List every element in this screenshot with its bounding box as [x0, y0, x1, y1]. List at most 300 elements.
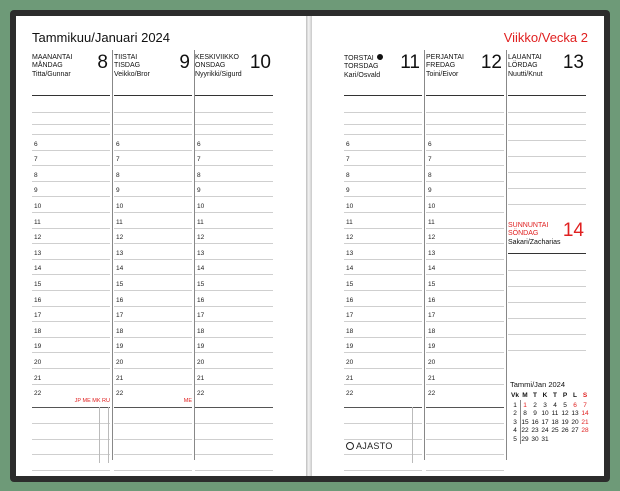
hour-line [195, 243, 273, 244]
day-number: 9 [179, 52, 190, 73]
hour-line [344, 134, 422, 135]
hour-line [426, 212, 504, 213]
day-header [508, 50, 586, 96]
hour-line [195, 274, 273, 275]
hour-line [426, 368, 504, 369]
day-name-block [426, 54, 464, 79]
note-line [344, 470, 422, 471]
mini-calendar-day[interactable]: 9 [533, 410, 537, 418]
hour-line [32, 196, 110, 197]
hour-line [114, 196, 192, 197]
note-line [426, 439, 504, 440]
note-line [114, 470, 192, 471]
mini-calendar-day[interactable]: 23 [531, 427, 539, 435]
hour-label: 17 [428, 312, 436, 320]
mini-calendar-day[interactable]: 17 [541, 418, 549, 426]
sunday-line [508, 302, 586, 303]
ajasto-logo [346, 441, 393, 451]
note-line [426, 454, 504, 455]
hour-line [195, 352, 273, 353]
notes-divider [195, 407, 273, 408]
hour-label: 13 [34, 249, 42, 257]
hour-line [32, 384, 110, 385]
mini-calendar-header: T [533, 392, 537, 399]
hour-line [32, 165, 110, 166]
logo-text: AJASTO [356, 441, 393, 451]
day-name-fi-text: TIISTAI [114, 54, 138, 61]
mini-calendar-header: M [522, 392, 528, 399]
hour-label: 22 [197, 390, 205, 398]
mini-calendar-day[interactable]: 12 [561, 410, 569, 418]
hour-label: 10 [34, 203, 42, 210]
hour-line [32, 352, 110, 353]
mini-calendar-day[interactable]: 5 [563, 401, 567, 409]
note-line [195, 423, 273, 424]
sunday-line [508, 318, 586, 319]
column-divider [424, 50, 425, 460]
day-number: 14 [562, 220, 584, 241]
note-line [195, 439, 273, 440]
mini-calendar-day[interactable]: 7 [583, 401, 587, 409]
hour-line [32, 290, 110, 291]
hour-label: 18 [116, 327, 124, 335]
hour-line [426, 352, 504, 353]
note-line [195, 454, 273, 455]
mini-calendar-day[interactable]: 19 [561, 418, 569, 426]
mini-calendar-day[interactable]: 31 [541, 436, 549, 443]
day-name-block [508, 54, 543, 79]
hour-line [32, 134, 110, 135]
hour-label: 16 [428, 296, 436, 304]
hour-label: 14 [34, 265, 42, 273]
hour-line [114, 243, 192, 244]
hour-label: 11 [197, 218, 204, 226]
hour-label: 22 [346, 390, 354, 398]
hour-label: 18 [197, 327, 205, 335]
hour-line [114, 274, 192, 275]
hour-label: 11 [346, 218, 353, 226]
day-name-fi-text: SUNNUNTAI [508, 222, 549, 229]
hour-line [32, 306, 110, 307]
mini-calendar-day[interactable]: 4 [553, 401, 557, 409]
note-line [114, 454, 192, 455]
hour-line [195, 290, 273, 291]
hour-line [426, 337, 504, 338]
hour-label: 7 [428, 156, 432, 164]
name-day: Sakari/Zacharias [508, 238, 561, 246]
mini-calendar-week: 4 [513, 427, 517, 435]
hour-line [344, 384, 422, 385]
mini-calendar-day[interactable]: 20 [571, 418, 579, 426]
hour-label: 13 [428, 249, 436, 257]
hour-line [344, 306, 422, 307]
mini-calendar-day[interactable]: 3 [543, 401, 547, 409]
hour-line [114, 368, 192, 369]
hour-label: 21 [346, 374, 354, 382]
hour-label: 12 [116, 234, 124, 242]
day-name-fi [114, 54, 150, 62]
month-title: Tammikuu/Januari 2024 [32, 30, 171, 45]
hour-label: 10 [346, 203, 354, 210]
hour-label: 21 [197, 374, 205, 382]
notes-divider [426, 407, 504, 408]
note-line [344, 439, 422, 440]
saturday-line [508, 140, 586, 141]
hour-label: 7 [346, 156, 350, 164]
mini-calendar-day[interactable]: 6 [573, 401, 577, 409]
name-day: Toini/Eivor [426, 70, 459, 78]
day-name-fi [195, 54, 242, 62]
name-day: Veikko/Bror [114, 70, 150, 78]
mini-calendar-week: 5 [513, 436, 517, 443]
hour-label: 14 [116, 265, 124, 273]
hour-label: 16 [116, 296, 124, 304]
mini-calendar-title: Tammi/Jan 2024 [510, 380, 566, 389]
hour-line [195, 181, 273, 182]
hour-label: 20 [428, 359, 436, 366]
hour-label: 19 [116, 343, 124, 351]
hour-line [344, 150, 422, 151]
mini-calendar-day[interactable]: 11 [551, 410, 559, 418]
note-line [426, 124, 504, 125]
note-line [114, 439, 192, 440]
hour-label: 15 [116, 281, 124, 288]
day-name-sv: ONSDAG [195, 62, 226, 70]
hour-line [32, 228, 110, 229]
sunday-line [508, 334, 586, 335]
mini-calendar-day[interactable]: 27 [571, 427, 579, 435]
name-day: Titta/Gunnar [32, 70, 71, 78]
mini-calendar-day[interactable]: 22 [521, 427, 529, 435]
hour-label: 12 [428, 234, 436, 242]
hour-line [426, 243, 504, 244]
day-name-sv: TISDAG [114, 62, 141, 70]
day-name-fi-text: MAANANTAI [32, 54, 73, 61]
name-day: Nuutti/Knut [508, 70, 543, 78]
hour-line [426, 134, 504, 135]
notes-divider [114, 407, 192, 408]
hour-label: 19 [428, 343, 436, 351]
hour-line [195, 212, 273, 213]
hour-line [426, 165, 504, 166]
sunday-column[interactable] [508, 218, 586, 368]
hour-label: 8 [346, 171, 350, 179]
hour-line [426, 306, 504, 307]
hour-label: 10 [197, 203, 205, 210]
saturday-line [508, 124, 586, 125]
day-name-block [195, 54, 242, 79]
hour-label: 13 [116, 249, 124, 257]
hour-label: 7 [116, 156, 120, 164]
notes-column-divider [412, 407, 413, 463]
note-line [426, 470, 504, 471]
hour-line [114, 228, 192, 229]
note-line [195, 470, 273, 471]
saturday-line [508, 172, 586, 173]
note-line [344, 423, 422, 424]
day-number: 13 [562, 52, 584, 73]
hour-line [114, 165, 192, 166]
day-name-fi-text: KESKIVIIKKO [195, 54, 239, 61]
note-line [344, 124, 422, 125]
hour-line [32, 181, 110, 182]
day-name-fi-text: PERJANTAI [426, 54, 464, 61]
priority-note: ME [183, 398, 192, 404]
notes-column-divider [108, 407, 109, 463]
saturday-line [508, 188, 586, 189]
notes-column-divider [99, 407, 100, 463]
hour-label: 20 [34, 359, 42, 366]
moon-phase-icon [377, 54, 383, 60]
hour-line [195, 165, 273, 166]
mini-calendar-day[interactable]: 29 [521, 436, 529, 443]
hour-line [426, 196, 504, 197]
mini-calendar-header: K [542, 392, 548, 399]
hour-label: 16 [197, 296, 205, 304]
note-line [32, 124, 110, 125]
hour-line [426, 259, 504, 260]
hour-label: 21 [428, 374, 436, 382]
hour-label: 11 [428, 218, 435, 226]
hour-line [344, 274, 422, 275]
hour-line [114, 321, 192, 322]
note-line [426, 423, 504, 424]
name-day: Kari/Osvald [344, 71, 381, 79]
mini-calendar-week: 1 [513, 401, 517, 409]
hour-line [344, 337, 422, 338]
hour-line [426, 181, 504, 182]
hour-label: 15 [34, 281, 42, 288]
hour-label: 6 [116, 140, 120, 148]
hour-label: 10 [116, 203, 124, 210]
hour-line [114, 384, 192, 385]
day-name-block [32, 54, 72, 79]
hour-line [344, 352, 422, 353]
day-number: 8 [97, 52, 108, 73]
day-name-fi [344, 54, 383, 63]
hour-line [195, 259, 273, 260]
hour-line [195, 150, 273, 151]
mini-calendar-day[interactable]: 24 [541, 427, 549, 435]
mini-calendar-day[interactable]: 16 [531, 418, 539, 426]
hour-line [114, 306, 192, 307]
hour-line [114, 352, 192, 353]
hour-line [344, 228, 422, 229]
hour-line [344, 259, 422, 260]
sunday-line [508, 350, 586, 351]
mini-calendar-week-divider [520, 400, 521, 444]
hour-line [426, 150, 504, 151]
hour-label: 15 [197, 281, 205, 288]
hour-line [344, 181, 422, 182]
day-name-sv: TORSDAG [344, 63, 379, 71]
mini-calendar-day[interactable]: 15 [521, 418, 529, 426]
hour-label: 14 [346, 265, 354, 273]
day-header [32, 50, 110, 96]
hour-line [195, 337, 273, 338]
priority-note: JP ME MK RU [74, 398, 110, 404]
day-header [114, 50, 192, 96]
hour-line [344, 290, 422, 291]
hour-label: 21 [34, 374, 42, 382]
day-name-fi-text: TORSTAI [344, 55, 374, 62]
hour-label: 15 [428, 281, 436, 288]
mini-calendar-day[interactable]: 26 [561, 427, 569, 435]
note-line [114, 423, 192, 424]
note-line [114, 124, 192, 125]
week-title: Viikko/Vecka 2 [503, 30, 588, 45]
hour-label: 8 [428, 171, 432, 179]
hour-line [195, 321, 273, 322]
hour-label: 17 [197, 312, 205, 320]
note-line [195, 112, 273, 113]
note-line [344, 454, 422, 455]
hour-label: 11 [116, 218, 123, 226]
hour-label: 17 [34, 312, 42, 320]
mini-calendar-header: P [562, 392, 568, 399]
day-name-fi-text: LAUANTAI [508, 54, 542, 61]
day-header [426, 50, 504, 96]
hour-label: 19 [34, 343, 42, 351]
mini-calendar-day[interactable]: 21 [581, 418, 589, 426]
hour-line [344, 368, 422, 369]
hour-line [114, 259, 192, 260]
hour-label: 19 [346, 343, 354, 351]
hour-label: 7 [197, 156, 201, 164]
hour-label: 8 [116, 171, 120, 179]
hour-label: 18 [34, 327, 42, 335]
hour-line [426, 290, 504, 291]
hour-line [195, 196, 273, 197]
note-line [195, 124, 273, 125]
name-day: Nyyrikki/Sigurd [195, 70, 242, 78]
ajasto-logo-icon [346, 442, 354, 450]
sunday-line [508, 286, 586, 287]
hour-line [195, 228, 273, 229]
hour-label: 18 [428, 327, 436, 335]
day-header [508, 218, 586, 254]
hour-label: 22 [428, 390, 436, 398]
day-name-sv: FREDAG [426, 62, 456, 70]
hour-label: 20 [116, 359, 124, 366]
hour-label: 12 [197, 234, 205, 242]
hour-line [344, 212, 422, 213]
hour-label: 8 [34, 171, 38, 179]
hour-line [114, 181, 192, 182]
column-divider [112, 50, 113, 460]
hour-label: 9 [428, 187, 432, 195]
hour-line [426, 321, 504, 322]
column-divider [506, 50, 507, 460]
hour-label: 20 [346, 359, 354, 366]
mini-calendar-day[interactable]: 2 [533, 401, 537, 409]
mini-calendar-week: 3 [513, 418, 517, 426]
saturday-line [508, 112, 586, 113]
hour-label: 13 [346, 249, 354, 257]
hour-line [32, 368, 110, 369]
day-column[interactable] [344, 50, 422, 470]
day-number: 12 [480, 52, 502, 73]
hour-label: 18 [346, 327, 354, 335]
hour-label: 16 [34, 296, 42, 304]
day-column[interactable] [426, 50, 504, 470]
day-name-sv: LÖRDAG [508, 62, 538, 70]
day-name-block [114, 54, 150, 79]
hour-line [32, 321, 110, 322]
day-name-sv: SÖNDAG [508, 230, 539, 238]
mini-calendar-day[interactable]: 25 [551, 427, 559, 435]
day-header [344, 50, 422, 96]
mini-calendar-day[interactable]: 1 [523, 401, 527, 409]
day-header [195, 50, 273, 96]
mini-calendar-header: L [573, 392, 577, 399]
mini-calendar-header: T [553, 392, 557, 399]
hour-line [195, 134, 273, 135]
mini-calendar-day[interactable]: 18 [551, 418, 559, 426]
hour-line [195, 384, 273, 385]
hour-line [32, 150, 110, 151]
day-number: 11 [400, 52, 420, 73]
mini-calendar-day[interactable]: 10 [541, 410, 549, 418]
hour-label: 15 [346, 281, 354, 288]
hour-label: 22 [116, 390, 124, 398]
hour-label: 6 [428, 140, 432, 148]
hour-label: 22 [34, 390, 42, 398]
note-line [32, 112, 110, 113]
hour-line [426, 228, 504, 229]
day-column[interactable] [195, 50, 273, 470]
saturday-line [508, 204, 586, 205]
hour-label: 19 [197, 343, 205, 351]
hour-line [32, 212, 110, 213]
hour-label: 12 [34, 234, 42, 242]
hour-line [114, 150, 192, 151]
note-line [114, 112, 192, 113]
hour-label: 17 [346, 312, 354, 320]
hour-label: 9 [197, 187, 201, 195]
saturday-line [508, 156, 586, 157]
sunday-line [508, 270, 586, 271]
mini-calendar-day[interactable]: 8 [523, 410, 527, 418]
hour-label: 21 [116, 374, 124, 382]
hour-label: 14 [197, 265, 205, 273]
mini-calendar-day[interactable]: 30 [531, 436, 539, 443]
mini-calendar-day[interactable]: 13 [571, 410, 579, 418]
hour-label: 7 [34, 156, 38, 164]
day-name-block [508, 222, 561, 247]
mini-calendar-day[interactable]: 28 [581, 427, 589, 435]
hour-line [195, 368, 273, 369]
hour-label: 20 [197, 359, 205, 366]
hour-line [114, 212, 192, 213]
note-line [32, 470, 110, 471]
day-number: 10 [249, 52, 271, 73]
hour-line [344, 243, 422, 244]
hour-label: 12 [346, 234, 354, 242]
mini-calendar-day[interactable]: 14 [581, 410, 589, 418]
hour-label: 10 [428, 203, 436, 210]
hour-label: 14 [428, 265, 436, 273]
hour-line [114, 337, 192, 338]
mini-calendar-header: S [582, 392, 588, 399]
hour-label: 16 [346, 296, 354, 304]
hour-label: 9 [346, 187, 350, 195]
day-column[interactable] [114, 50, 192, 470]
hour-label: 9 [34, 187, 38, 195]
hour-line [195, 306, 273, 307]
hour-line [32, 243, 110, 244]
notes-divider [344, 407, 422, 408]
